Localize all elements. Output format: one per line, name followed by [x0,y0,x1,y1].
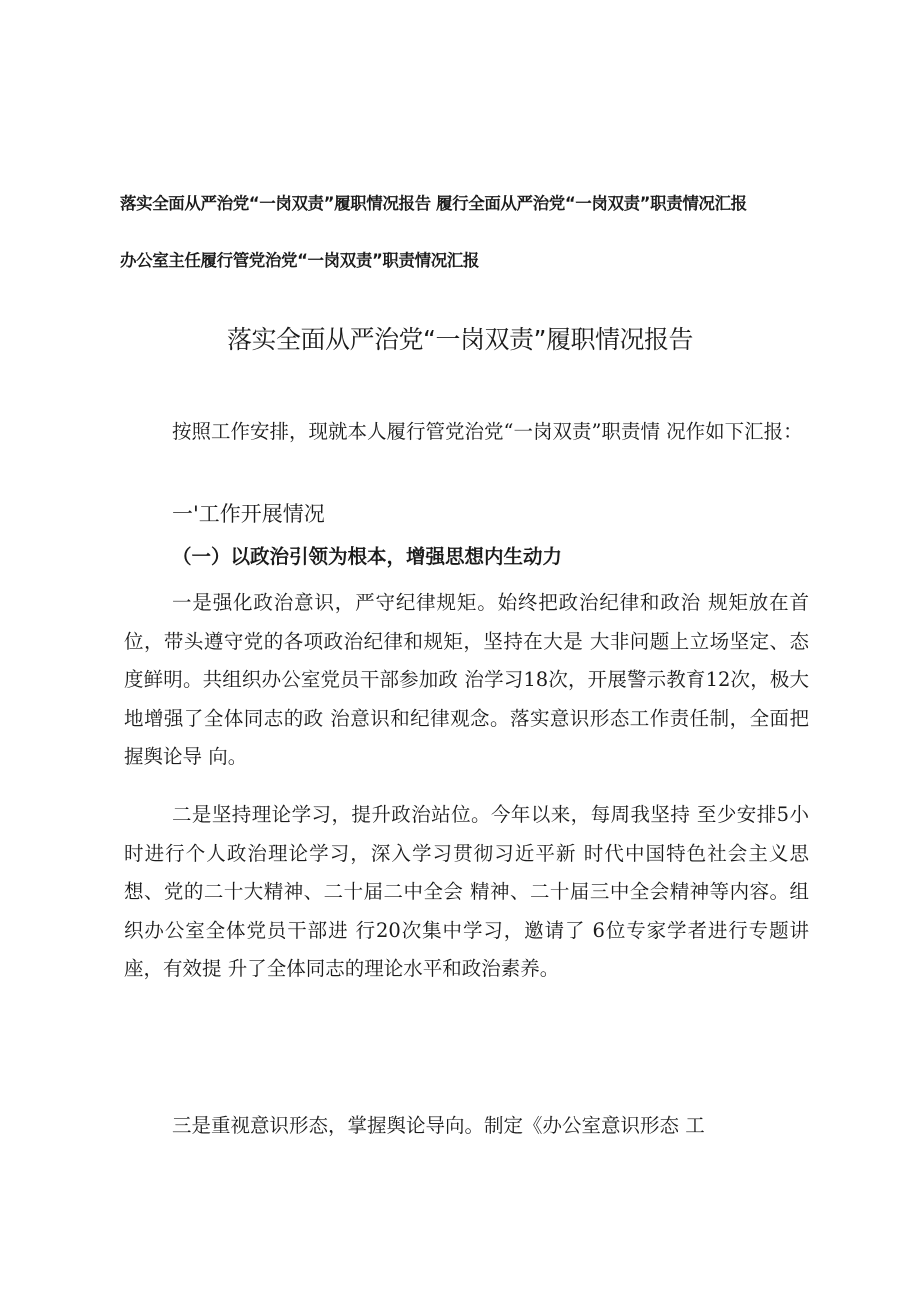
document-title: 落实全面从严治党“一岗双责”履职情况报告 [227,325,693,354]
body-paragraph-3: 三是重视意识形态，掌握舆论导向。制定《办公室意识形态 工 [172,1114,705,1137]
toc-line-2: 办公室主任履行管党治党“一岗双责”职责情况汇报 [120,251,479,270]
intro-paragraph: 按照工作安排，现就本人履行管党治党“一岗双责”职责情 况作如下汇报： [172,420,803,443]
section-heading: 一'工作开展情况 [172,502,325,526]
body-paragraph-1: 一是强化政治意识，严守纪律规矩。始终把政治纪律和政治 规矩放在首位，带头遵守党的各项政治纪律和规矩，坚持在大是 大非问题上立场坚定、态度鲜明。共组织办公室党员干部参加政 治学习18次，开展警示教育12次，极大地增强了全体同志的政 治意识和纪律观念。落实意识形态工作责任制，全面把握舆论导 向。 [124,591,809,769]
subsection-heading: （一）以政治引领为根本，增强思想内生动力 [172,545,563,568]
body-paragraph-2: 二是坚持理论学习，提升政治站位。今年以来，每周我坚持 至少安排5小时进行个人政治理论学习，深入学习贯彻习近平新 时代中国特色社会主义思想、党的二十大精神、二十届二中全会 精神、二十届三中全会精神等内容。组织办公室全体党员干部进 行20次集中学习，邀请了 6位专家学者进行专题讲座，有效提 升了全体同志的理论水平和政治素养。 [124,803,809,981]
toc-line-1: 落实全面从严治党“一岗双责”履职情况报告 履行全面从严治党“一岗双责”职责情况汇报 [120,194,747,213]
